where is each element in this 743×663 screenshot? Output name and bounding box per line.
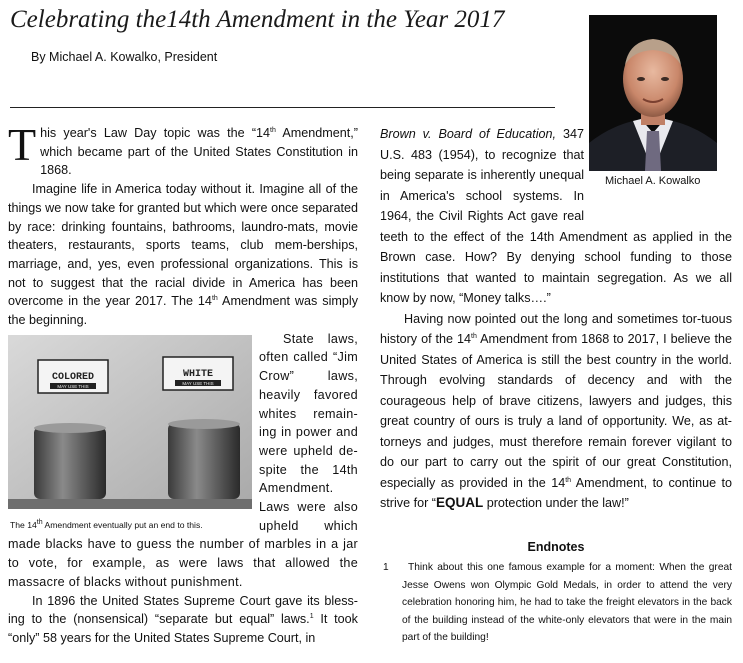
paragraph-intro: This year's Law Day topic was the “14th Amendment,” which became part of the United States Constitution in 1868. (8, 119, 358, 178)
paragraph-history: Having now pointed out the long and sometimes tor-tuous history of the 14th Amendment from 1868 to 2017, I believe the United States of America is still the best country in the world. Through evolving standards of decency and with the courageous help of brave citizens, lawyers and judges, this great country of ours is truly a land of opportunity. We, as at-torneys and judges, must therefore remain forever vigilant to do our part to carry out the spirit of our great Constitution, especially as provided in the 14th Amendment, to continue to strive for “EQUAL protection under the law!” (380, 311, 732, 510)
endnote-text: Think about this one famous example for a moment: When the great Jesse Owens won Olympic Gold Medals, in order to attend the very celebration honoring him, he had to take the freight elevators in the back of the building instead of the white-only elevators that were in the main part of the building! (402, 562, 732, 644)
drop-cap: T (8, 119, 37, 170)
title-divider (10, 107, 555, 108)
right-column (380, 124, 732, 514)
endnote-ref: 1 (309, 613, 314, 621)
figure-caption: The 14th Amendment eventually put an end to this. (10, 518, 203, 530)
left-column (8, 119, 358, 648)
byline: By Michael A. Kowalko, President (31, 50, 218, 64)
segregated-fountains-photo (8, 335, 252, 509)
equal-emphasis: EQUAL (435, 495, 484, 510)
endnote-number: 1 (383, 562, 389, 573)
white-sign-text: WHITE (182, 368, 214, 380)
portrait-float-spacer (584, 124, 732, 226)
paragraph-brown: Brown v. Board of Education, 347 U.S. 483 (1954), to recognize that being separate is inherently unequal in America's school systems. In 1964, the Civil Rights Act gave real teeth to the effect of the 14th Amendment as applied in the Brown case. How? By denying school funding to those institutions that wanted to maintain segregation. As we all know by now, “Money talks….” (380, 124, 732, 309)
drinking-fountains-figure (8, 332, 253, 530)
endnotes-heading: Endnotes (527, 540, 585, 554)
paragraph-1896: In 1896 the United States Supreme Court gave its bless-ing to the (nonsensical) “separate but equal” laws.$^1$ It took “only” 58 years for the United States Supreme Court, in (8, 593, 358, 645)
white-sign-subtext: MAY USE THIS (182, 380, 214, 386)
photo-caption: Michael A. Kowalko (605, 175, 701, 187)
colored-sign-text: COLORED (51, 371, 95, 383)
paragraph-imagine: Imagine life in America today without it. Imagine all of the things we now take for granted but which were once separated by race: drinking fountains, bathrooms, laundro-mats, movie theaters, restaurants, sports teams, club mem-berships, marriage, and, yes, even professional organizations. This is not to suggest that the racial divide in America has been overcome in the year 2017. The 14th Amendment was simply the beginning. (8, 182, 358, 328)
paragraph-state-laws: State laws, often called “Jim Crow” laws, heavily favored whites remain-ing in power and were upheld de-spite the 14th Amendment. Laws were also upheld which made blacks have to guess the number of marbles in a jar to vote, for example, as were laws that allowed the massacre of blacks without punishment. (8, 331, 358, 589)
article-title: Celebrating the14th Amendment in the Year 2017 (10, 6, 505, 33)
colored-sign-subtext: MAY USE THIS (57, 383, 89, 389)
endnote-item (380, 559, 732, 647)
